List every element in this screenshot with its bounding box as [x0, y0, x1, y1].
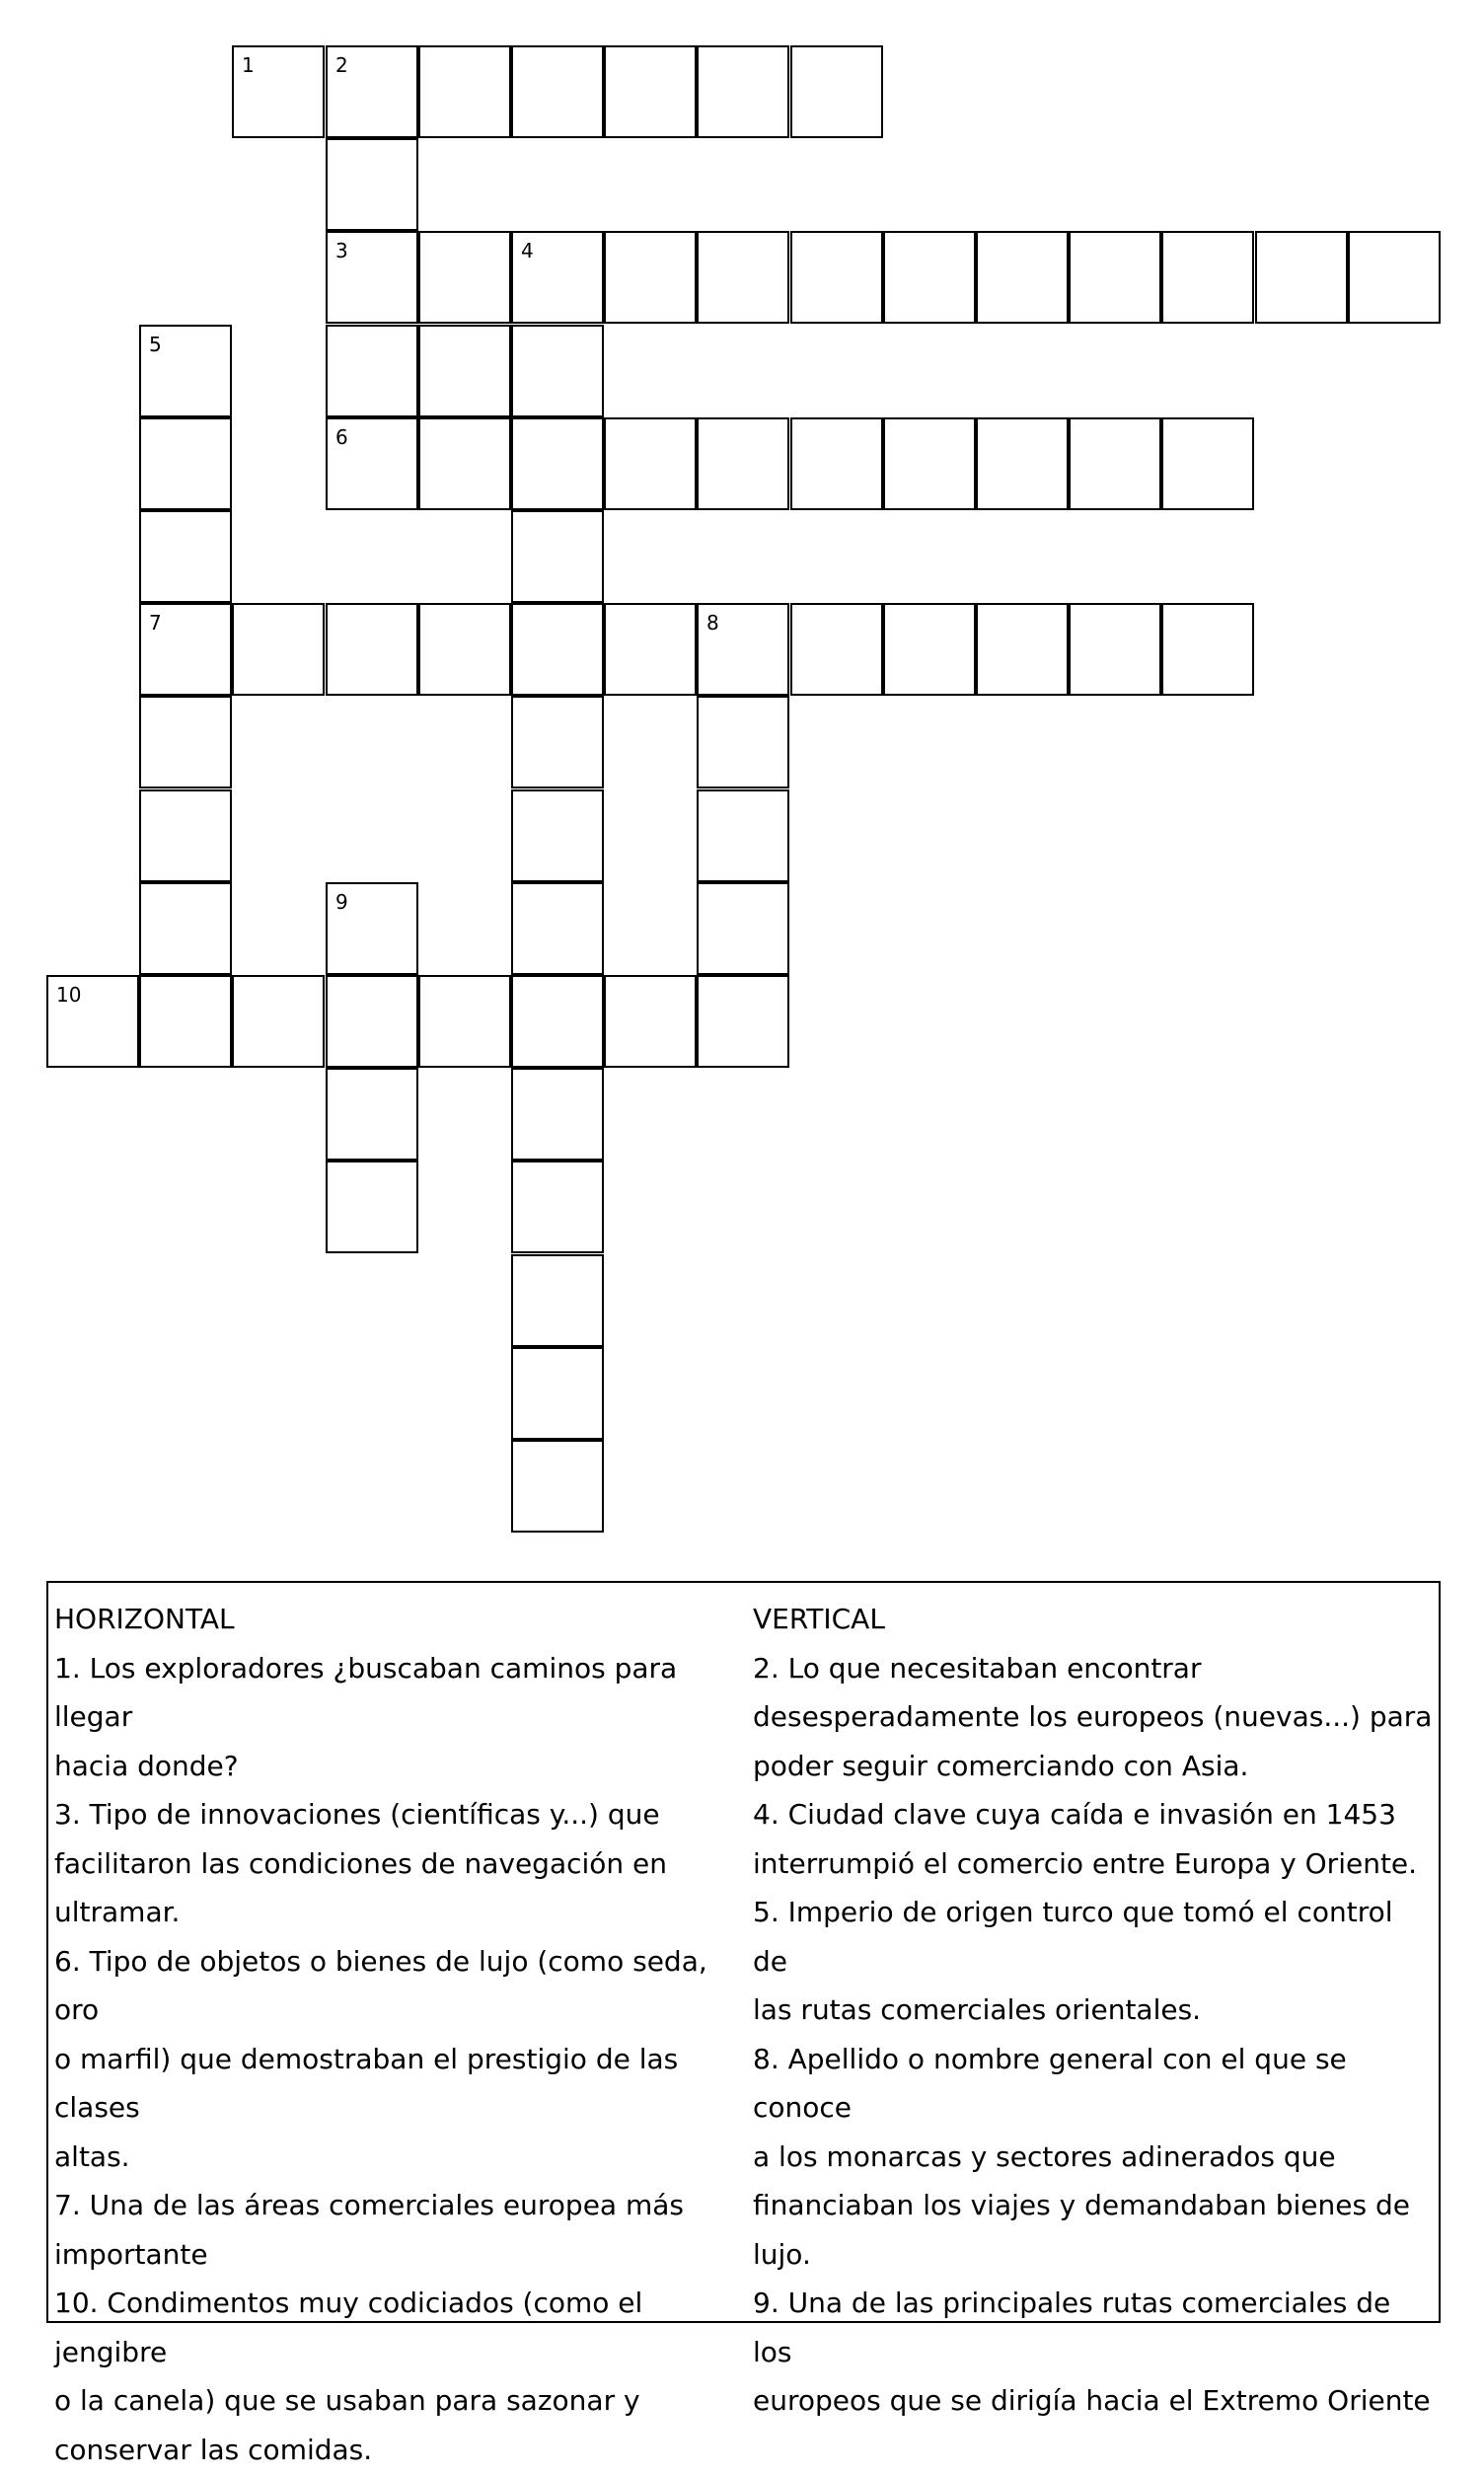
horizontal-clue-line: facilitaron las condiciones de navegación en [54, 1839, 745, 1889]
crossword-cell[interactable] [511, 1254, 604, 1347]
crossword-cell[interactable] [511, 325, 604, 417]
horizontal-clue-line: importante [54, 2230, 745, 2280]
crossword-cell[interactable] [1255, 231, 1348, 324]
clue-number: 3 [335, 239, 348, 262]
horizontal-clue-line: 1. Los exploradores ¿buscaban caminos para llegar [54, 1644, 745, 1742]
crossword-cell[interactable] [1348, 231, 1441, 324]
horizontal-clue-heading: HORIZONTAL [54, 1595, 745, 1644]
crossword-cell[interactable] [1161, 417, 1254, 510]
horizontal-clue-line: 10. Condimentos muy codiciados (como el jengibre [54, 2279, 745, 2376]
crossword-cell[interactable] [139, 975, 232, 1068]
clue-number: 2 [335, 53, 348, 77]
horizontal-clue-line: altas. [54, 2133, 745, 2182]
vertical-clue-line: desesperadamente los europeos (nuevas...) para [753, 1692, 1434, 1742]
crossword-cell[interactable] [883, 603, 976, 696]
crossword-cell[interactable] [232, 45, 325, 138]
crossword-cell[interactable] [511, 1161, 604, 1253]
vertical-clue-line: lujo. [753, 2230, 1434, 2280]
crossword-cell[interactable] [697, 231, 789, 324]
vertical-clue-line: interrumpió el comercio entre Europa y Oriente. [753, 1839, 1434, 1889]
clue-number: 10 [56, 983, 81, 1007]
crossword-cell[interactable] [697, 45, 789, 138]
crossword-cell[interactable] [139, 789, 232, 882]
clue-number: 7 [149, 611, 162, 635]
crossword-cell[interactable] [511, 45, 604, 138]
crossword-cell[interactable] [883, 417, 976, 510]
crossword-cell[interactable] [697, 789, 789, 882]
vertical-clue-line: 9. Una de las principales rutas comerciales de los [753, 2279, 1434, 2376]
crossword-cell[interactable] [139, 510, 232, 603]
vertical-clue-line: poder seguir comerciando con Asia. [753, 1742, 1434, 1791]
crossword-cell[interactable] [511, 882, 604, 975]
vertical-clue-line: europeos que se dirigía hacia el Extremo Oriente [753, 2376, 1434, 2426]
vertical-clue-heading: VERTICAL [753, 1595, 1434, 1644]
crossword-cell[interactable] [418, 975, 511, 1068]
crossword-cell[interactable] [976, 231, 1069, 324]
crossword-cell[interactable] [976, 603, 1069, 696]
horizontal-clue-line: conservar las comidas. [54, 2426, 745, 2474]
crossword-cell[interactable] [1069, 231, 1161, 324]
horizontal-clues [54, 1595, 745, 2474]
crossword-cell[interactable] [697, 975, 789, 1068]
crossword-cell[interactable] [511, 696, 604, 788]
vertical-clue-line: 5. Imperio de origen turco que tomó el control de [753, 1888, 1434, 1986]
crossword-cell[interactable] [418, 417, 511, 510]
crossword-cell[interactable] [418, 45, 511, 138]
horizontal-clue-line: o la canela) que se usaban para sazonar y [54, 2376, 745, 2426]
crossword-cell[interactable] [232, 975, 325, 1068]
crossword-cell[interactable] [418, 325, 511, 417]
crossword-cell[interactable] [326, 231, 418, 324]
clue-number: 1 [242, 53, 255, 77]
horizontal-clue-line: ultramar. [54, 1888, 745, 1937]
crossword-cell[interactable] [1069, 417, 1161, 510]
crossword-cell[interactable] [976, 417, 1069, 510]
crossword-cell[interactable] [604, 45, 697, 138]
crossword-cell[interactable] [511, 1347, 604, 1440]
crossword-cell[interactable] [139, 325, 232, 417]
horizontal-clue-line: 7. Una de las áreas comerciales europea más [54, 2181, 745, 2230]
crossword-cell[interactable] [604, 231, 697, 324]
crossword-cell[interactable] [1161, 603, 1254, 696]
crossword-cell[interactable] [511, 603, 604, 696]
crossword-cell[interactable] [418, 603, 511, 696]
crossword-cell[interactable] [604, 417, 697, 510]
crossword-cell[interactable] [326, 975, 418, 1068]
crossword-cell[interactable] [697, 696, 789, 788]
crossword-cell[interactable] [790, 417, 883, 510]
crossword-cell[interactable] [232, 603, 325, 696]
crossword-cell[interactable] [1069, 603, 1161, 696]
crossword-cell[interactable] [326, 325, 418, 417]
crossword-cell[interactable] [511, 975, 604, 1068]
crossword-cell[interactable] [511, 417, 604, 510]
crossword-cell[interactable] [697, 417, 789, 510]
crossword-cell[interactable] [326, 138, 418, 231]
crossword-cell[interactable] [790, 45, 883, 138]
crossword-cell[interactable] [139, 603, 232, 696]
clue-number: 9 [335, 890, 348, 914]
crossword-cell[interactable] [326, 603, 418, 696]
crossword-cell[interactable] [326, 1161, 418, 1253]
crossword-cell[interactable] [790, 603, 883, 696]
crossword-cell[interactable] [604, 975, 697, 1068]
clue-number: 4 [521, 239, 534, 262]
crossword-cell[interactable] [139, 417, 232, 510]
crossword-cell[interactable] [326, 1068, 418, 1161]
crossword-cell[interactable] [790, 231, 883, 324]
crossword-cell[interactable] [697, 882, 789, 975]
horizontal-clue-line: hacia donde? [54, 1742, 745, 1791]
crossword-cell[interactable] [326, 45, 418, 138]
crossword-cell[interactable] [46, 975, 139, 1068]
clue-number: 8 [706, 611, 719, 635]
crossword-cell[interactable] [511, 231, 604, 324]
crossword-cell[interactable] [418, 231, 511, 324]
crossword-cell[interactable] [697, 603, 789, 696]
crossword-cell[interactable] [604, 603, 697, 696]
horizontal-clue-line: o marfil) que demostraban el prestigio de las clases [54, 2035, 745, 2133]
crossword-cell[interactable] [511, 1068, 604, 1161]
clue-number: 6 [335, 425, 348, 449]
vertical-clues [753, 1595, 1434, 2426]
crossword-cell[interactable] [326, 417, 418, 510]
vertical-clue-line: financiaban los viajes y demandaban bienes de [753, 2181, 1434, 2230]
crossword-cell[interactable] [511, 789, 604, 882]
vertical-clue-line: a los monarcas y sectores adinerados que [753, 2133, 1434, 2182]
horizontal-clue-line: 6. Tipo de objetos o bienes de lujo (como seda, oro [54, 1937, 745, 2035]
vertical-clue-line: 8. Apellido o nombre general con el que se conoce [753, 2035, 1434, 2133]
crossword-cell[interactable] [326, 882, 418, 975]
crossword-cell[interactable] [511, 1440, 604, 1533]
horizontal-clue-line: 3. Tipo de innovaciones (científicas y...) que [54, 1790, 745, 1839]
vertical-clue-line: 2. Lo que necesitaban encontrar [753, 1644, 1434, 1693]
crossword-cell[interactable] [139, 882, 232, 975]
crossword-cell[interactable] [1161, 231, 1254, 324]
clues-box [46, 1581, 1441, 2323]
vertical-clue-line: las rutas comerciales orientales. [753, 1986, 1434, 2035]
clue-number: 5 [149, 333, 162, 356]
crossword-cell[interactable] [139, 696, 232, 788]
crossword-cell[interactable] [511, 510, 604, 603]
crossword-cell[interactable] [883, 231, 976, 324]
vertical-clue-line: 4. Ciudad clave cuya caída e invasión en 1453 [753, 1790, 1434, 1839]
